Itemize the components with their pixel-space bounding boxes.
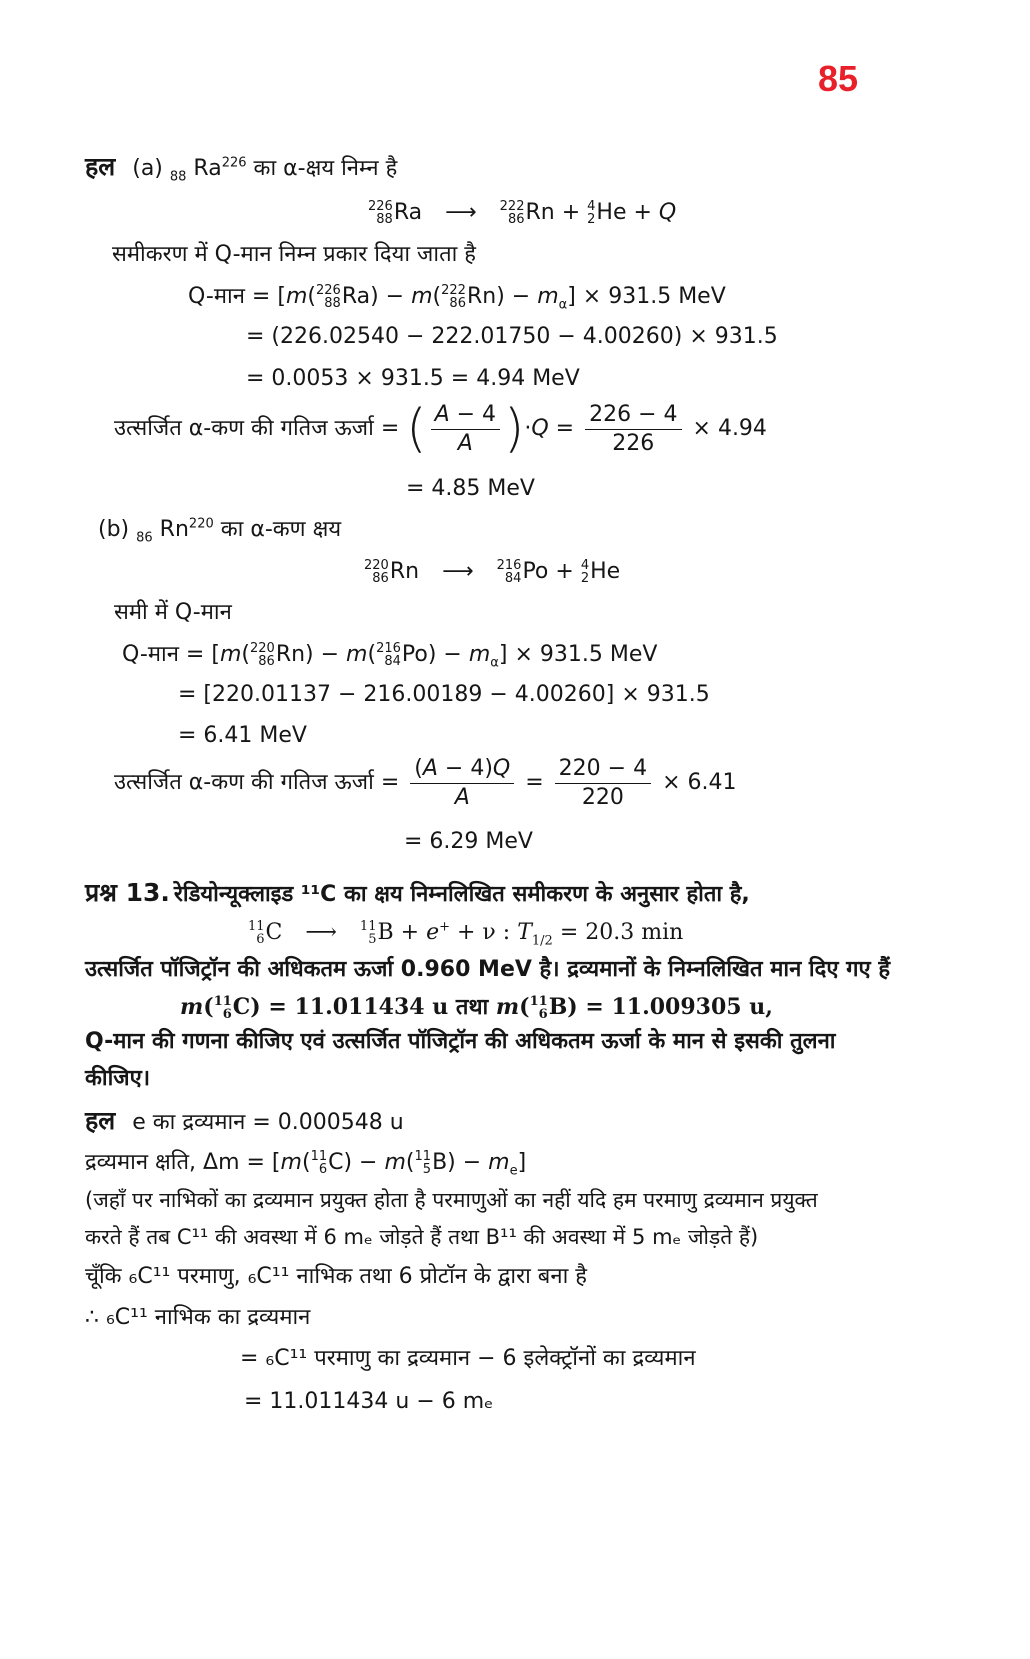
part-a-q-step1: = (226.02540 − 222.01750 − 4.00260) × 931.5: [246, 324, 778, 349]
part-b-ke-formula: उत्सर्जित α-कण की गतिज ऊर्जा = $\frac{(A - 4)Q}{A}$ = $\frac{220 - 4}{220}$ × 6.41: [114, 755, 737, 810]
part-a-q-formula: Q-मान = [m( 226 88 Ra) − m( 222 86 $Rn) - m_\alpha] \times 931.5$ MeV: [188, 283, 726, 313]
solution-label: हल: [85, 152, 116, 181]
question-13-line1: [85, 878, 750, 910]
part-b-decay-equation: 220 86 Rn ⟶ 216 84 Po + 4 2 He: [364, 558, 621, 586]
part-b-ke-result: = 6.29 MeV: [404, 829, 533, 854]
and-word: तथा: [455, 994, 489, 1020]
part-a-intro: हल (a) $_{88}$ Ra$^{226}$ का α-क्षय निम्न है: [85, 152, 398, 185]
solution-13-note1: (जहाँ पर नाभिकों का द्रव्यमान प्रयुक्त होता है परमाणुओं का नहीं यदि हम परमाणु द्रव्यमान प्रयुक्त: [85, 1188, 818, 1212]
question-label: प्रश्न 13.: [85, 878, 170, 907]
question-13-line4: कीजिए।: [85, 1066, 151, 1091]
part-a-q-step2: = 0.0053 × 931.5 = 4.94 MeV: [246, 366, 580, 391]
page-number: 85: [818, 58, 859, 99]
ke-multiplier: × 4.94: [692, 416, 767, 441]
part-a-ke-formula: उत्सर्जित α-कण की गतिज ऊर्जा = ( $\frac{A - 4}{A}$ )·Q = $\frac{226 - 4}{226}$ × 4.94: [114, 399, 767, 459]
part-b-q-step1: = [220.01137 − 216.00189 − 4.00260] × 931.5: [178, 682, 710, 707]
question-13-line2: उत्सर्जित पॉजिट्रॉन की अधिकतम ऊर्जा 0.960 MeV है। द्रव्यमानों के निम्नलिखित मान दिए गए हैं: [85, 957, 891, 982]
solution-13-line3: चूँकि ₆C¹¹ परमाणु, ₆C¹¹ नाभिक तथा 6 प्रोटॉन के द्वारा बना है: [85, 1264, 587, 1289]
question-13-decay-equation: 11 6 C ⟶ 11 5 B + e+ + ν : $T_{1/2} = 20.3$ min: [248, 919, 684, 949]
part-b-intro: (b) $_{86}$ Rn$^{220}$ का α-कण क्षय: [98, 516, 342, 546]
electron-mass: e का द्रव्यमान = 0.000548 u: [132, 1110, 404, 1135]
question-13-masses: m( 11 6 C) = 11.011434 u तथा m( 11 6 B) = 11.009305 u,: [180, 994, 773, 1022]
part-a-decay-equation: 226 88 Ra ⟶ 222 86 Rn + 4 2 He + Q: [368, 199, 677, 227]
half-life: = 20.3 min: [559, 920, 684, 945]
ke-label: उत्सर्जित α-कण की गतिज ऊर्जा: [114, 770, 374, 795]
question-13-text1: रेडियोन्यूक्लाइड ¹¹C का क्षय निम्नलिखित समीकरण के अनुसार होता है,: [173, 882, 750, 907]
solution-label: हल: [85, 1106, 116, 1135]
ke-multiplier: × 6.41: [662, 770, 737, 795]
part-b-marker: (b): [98, 517, 130, 542]
part-a-ke-result: = 4.85 MeV: [406, 476, 535, 501]
part-a-q-intro: समीकरण में Q-मान निम्न प्रकार दिया जाता है: [112, 242, 476, 267]
question-13-line3: Q-मान की गणना कीजिए एवं उत्सर्जित पॉजिट्रॉन की अधिकतम ऊर्जा के मान से इसकी तुलना: [85, 1029, 836, 1054]
ke-label: उत्सर्जित α-कण की गतिज ऊर्जा: [114, 416, 374, 441]
q-label: Q-मान: [188, 284, 245, 309]
part-a-marker: (a): [132, 156, 163, 181]
solution-13-line6: = 11.011434 u − 6 mₑ: [244, 1389, 494, 1414]
part-b-q-intro: समी में Q-मान: [114, 600, 232, 625]
solution-13-line1: [85, 1106, 404, 1138]
solution-13-mass-defect: द्रव्यमान क्षति, Δm = [m( 11 6 C) − m( 11 5 $B) - m_e$]: [85, 1149, 527, 1179]
part-b-q-formula: Q-मान = [m( 220 86 Rn) − m( 216 84 $Po) - m_\alpha] \times 931.5$ MeV: [122, 641, 658, 671]
part-b-q-step2: = 6.41 MeV: [178, 723, 307, 748]
q-label: Q-मान: [122, 642, 179, 667]
solution-13-line5: = ₆C¹¹ परमाणु का द्रव्यमान − 6 इलेक्ट्रॉनों का द्रव्यमान: [240, 1346, 696, 1371]
part-b-intro-text: का α-कण क्षय: [220, 517, 342, 542]
mass-b: 11.009305 u,: [611, 994, 773, 1020]
mass-defect-label: द्रव्यमान क्षति, Δm: [85, 1150, 240, 1175]
solution-13-line4: ∴ ₆C¹¹ नाभिक का द्रव्यमान: [85, 1305, 311, 1330]
mass-c: 11.011434 u: [294, 994, 449, 1020]
part-a-intro-text: का α-क्षय निम्न है: [253, 156, 398, 181]
solution-13-note2: करते हैं तब C¹¹ की अवस्था में 6 mₑ जोड़ते हैं तथा B¹¹ की अवस्था में 5 mₑ जोड़ते हैं): [85, 1225, 759, 1249]
